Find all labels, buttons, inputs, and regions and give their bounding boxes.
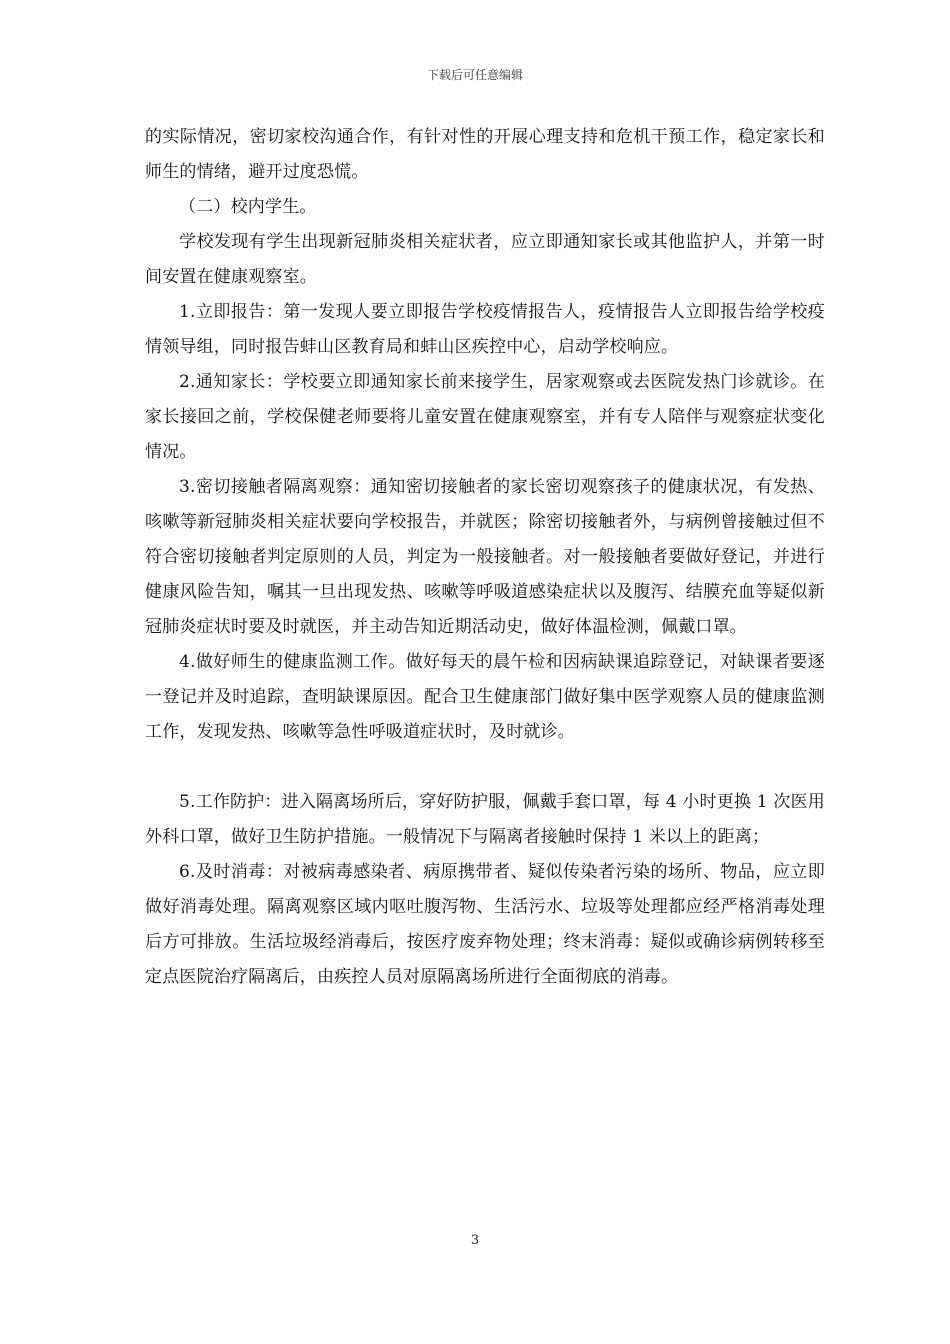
item-6-disinfection: 6.及时消毒：对被病毒感染者、病原携带者、疑似传染者污染的场所、物品，应立即做好消毒处理。隔离观察区域内呕吐腹泻物、生活污水、垃圾等处理都应经严格消毒处理后方可排放。生活垃圾经消毒后，按医疗废弃物处理；终末消毒：疑似或确诊病例转移至定点医院治疗隔离后，由疾控人员对原隔离场所进行全面彻底的消毒。	[145, 862, 825, 987]
item-1-report: 1.立即报告：第一发现人要立即报告学校疫情报告人，疫情报告人立即报告给学校疫情领导组，同时报告蚌山区教育局和蚌山区疾控中心，启动学校响应。	[145, 302, 825, 357]
section-heading-students: （二）校内学生。	[179, 197, 317, 217]
page-number: 3	[470, 1233, 480, 1248]
item-2-notify-parents: 2.通知家长：学校要立即通知家长前来接学生，居家观察或去医院发热门诊就诊。在家长接回之前，学校保健老师要将儿童安置在健康观察室，并有专人陪伴与观察症状变化情况。	[145, 372, 825, 462]
item-4-health-monitoring: 4.做好师生的健康监测工作。做好每天的晨午检和因病缺课追踪登记，对缺课者要逐一登记并及时追踪，查明缺课原因。配合卫生健康部门做好集中医学观察人员的健康监测工作，发现发热、咳嗽等急性呼吸道症状时，及时就诊。	[145, 652, 825, 742]
page-header: 下载后可任意编辑	[426, 68, 523, 82]
blank-line	[145, 750, 825, 785]
item-3-close-contact: 3.密切接触者隔离观察：通知密切接触者的家长密切观察孩子的健康状况，有发热、咳嗽等新冠肺炎相关症状要向学校报告，并就医；除密切接触者外，与病例曾接触过但不符合密切接触者判定原则的人员，判定为一般接触者。对一般接触者要做好登记，并进行健康风险告知，嘱其一旦出现发热、咳嗽等呼吸道感染症状以及腹泻、结膜充血等疑似新冠肺炎症状时要及时就医，并主动告知近期活动史，做好体温检测，佩戴口罩。	[145, 477, 825, 637]
paragraph-continuation: 的实际情况，密切家校沟通合作，有针对性的开展心理支持和危机干预工作，稳定家长和师生的情绪，避开过度恐慌。	[145, 127, 825, 182]
paragraph-intro: 学校发现有学生出现新冠肺炎相关症状者，应立即通知家长或其他监护人，并第一时间安置在健康观察室。	[145, 232, 825, 287]
item-5-work-protection: 5.工作防护：进入隔离场所后，穿好防护服，佩戴手套口罩，每 4 小时更换 1 次医用外科口罩，做好卫生防护措施。一般情况下与隔离者接触时保持 1 米以上的距离；	[145, 792, 825, 847]
document-body	[145, 120, 825, 995]
